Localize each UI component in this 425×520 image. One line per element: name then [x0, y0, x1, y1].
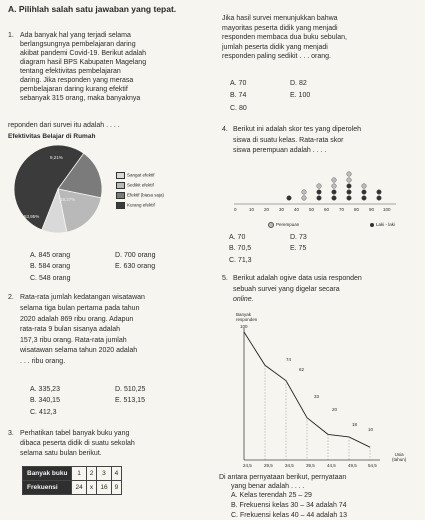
table-cell: 3	[97, 467, 111, 481]
option[interactable]: D. 82	[290, 80, 307, 87]
tick-label: 60	[324, 207, 330, 212]
option[interactable]: B. 70,5	[229, 245, 252, 252]
q2-line: Rata-rata jumlah kedatangan wisatawan	[20, 294, 145, 301]
pie-label: 53,95%	[24, 214, 40, 219]
q5-line: Berikut adalah ogive data usia responden	[233, 275, 362, 282]
dot-female	[317, 184, 322, 189]
q2-line: . . . ribu orang.	[20, 357, 66, 365]
q1-line: pembelajaran daring kurang efektif	[20, 86, 128, 93]
dot-male	[317, 196, 322, 201]
option[interactable]: B. 340,15	[30, 397, 60, 404]
q1-line: reponden dari survei itu adalah . . . .	[8, 122, 120, 129]
option[interactable]: C. Frekuensi kelas 40 – 44 adalah 13	[231, 512, 347, 519]
pie-chart	[12, 141, 202, 237]
table-row	[23, 481, 122, 495]
table-header: Frekuensi	[23, 481, 72, 495]
q1-number: 1.	[8, 32, 14, 39]
tick-label: 29,5	[264, 463, 273, 468]
q2-number: 2.	[8, 294, 14, 301]
option[interactable]: E. 513,15	[115, 397, 145, 404]
option[interactable]: E. 75	[290, 245, 307, 252]
ogive-xlabel: Usia (tahun)	[392, 452, 407, 462]
option[interactable]: D. 510,25	[115, 386, 146, 393]
tick-label: 44,5	[327, 463, 336, 468]
dot-plot-ticks	[234, 207, 414, 215]
dot-male	[362, 196, 367, 201]
section-header: A. Pilihlah salah satu jawaban yang tepat.	[8, 4, 177, 14]
dot-male	[287, 196, 292, 201]
q3-cont-line: jumlah peserta didik yang menjadi	[222, 43, 328, 51]
option[interactable]: D. 700 orang	[115, 252, 156, 259]
option[interactable]: C. 412,3	[30, 409, 57, 416]
tick-label: 34,5	[285, 463, 294, 468]
pie-label: 9,21%	[50, 155, 63, 160]
option[interactable]: A. Kelas terendah 25 – 29	[231, 492, 312, 499]
q3-cont-line: Jika hasil survei menunjukkan bahwa	[222, 15, 338, 22]
option[interactable]: A. 335,23	[30, 386, 60, 393]
table-cell: 2	[86, 467, 97, 481]
q4-text	[233, 125, 361, 155]
option[interactable]: E. 630 orang	[115, 263, 156, 270]
q5-text	[233, 274, 362, 304]
ogive-chart	[230, 326, 410, 470]
q3-cont-line: responden paling sedikit . . . orang.	[222, 53, 331, 60]
dot-female	[302, 190, 307, 195]
q3-cont-line: mayoritas peserta didik yang menjadi	[222, 24, 338, 32]
tick-label: 70	[339, 207, 345, 212]
ogive-point-label: 10	[368, 427, 374, 432]
q3-continuation	[222, 14, 422, 61]
tick-label: 100	[383, 207, 391, 212]
option[interactable]: A. 845 orang	[30, 252, 71, 259]
q2-line: selama tiga bulan pertama pada tahun	[20, 305, 140, 312]
q1-line: daring. Jika responden yang merasa	[20, 77, 134, 84]
dot-female	[302, 196, 307, 201]
dot-female	[362, 184, 367, 189]
legend-item: Sangat efektif	[116, 172, 164, 179]
ogive-point-label: 33	[314, 394, 320, 399]
q4-line: Berikut ini adalah skor tes yang diperoleh	[233, 126, 362, 133]
option[interactable]: B. Frekuensi kelas 30 – 34 adalah 74	[231, 502, 347, 509]
q5-number: 5.	[222, 275, 228, 282]
q1-line: Ada banyak hal yang terjadi selama	[20, 32, 131, 39]
dot-female	[347, 172, 352, 177]
legend-female: Perempuan	[268, 222, 299, 228]
option[interactable]: B. 74	[230, 92, 247, 99]
q4-line: siswa perempuan adalah . . . .	[233, 147, 327, 154]
q2-text	[20, 304, 210, 366]
frequency-table	[22, 466, 122, 495]
tick-label: 49,5	[348, 463, 357, 468]
q2-line: 2020 adalah 869 ribu orang. Adapun	[20, 315, 134, 323]
q5-line: online.	[233, 296, 254, 303]
pie-legend	[116, 172, 164, 209]
pie-chart-title: Efektivitas Belajar di Rumah	[8, 133, 96, 140]
table-cell: 1	[72, 467, 86, 481]
option[interactable]: A. 70	[229, 234, 246, 241]
q3-number: 3.	[8, 430, 14, 437]
option[interactable]: D. 73	[290, 234, 307, 241]
q2-line: wisatawan selama tahun 2020 adalah	[20, 347, 138, 354]
tick-label: 24,5	[243, 463, 252, 468]
q3-line: Perhatikan tabel banyak buku yang	[20, 430, 130, 437]
tick-label: 50	[309, 207, 315, 212]
tick-label: 20	[264, 207, 270, 212]
q1-line: tentang efektivitas pembelajaran	[20, 68, 121, 75]
option[interactable]: C. 80	[230, 105, 247, 112]
tick-label: 40	[294, 207, 300, 212]
q1-line: akibat pandemi Covid-19. Berikut adalah	[20, 50, 147, 57]
option[interactable]: A. 70	[230, 80, 247, 87]
dot-male	[347, 196, 352, 201]
q5-line: sebuah survei yang digelar secara	[233, 285, 340, 293]
q3-text	[20, 429, 135, 458]
tick-label: 39,5	[306, 463, 315, 468]
ogive-point-label: 74	[286, 357, 292, 362]
pie-label: 18,57%	[54, 146, 70, 151]
q1-line: sebanyak 315 orang, maka banyaknya	[20, 95, 141, 102]
q3-line: dibaca peserta didik di suatu sekolah	[20, 440, 135, 447]
dot-female	[332, 184, 337, 189]
dot-male	[362, 190, 367, 195]
ogive-xticks	[240, 463, 390, 470]
dot-male	[332, 190, 337, 195]
table-cell: 9	[111, 481, 122, 495]
tick-label: 80	[354, 207, 360, 212]
tick-label: 54,5	[368, 463, 377, 468]
ogive-ytick: 100	[240, 324, 248, 329]
legend-male: Laki - laki	[370, 222, 395, 227]
q5-follow	[219, 473, 346, 491]
legend-item: Efektif (biasa saja)	[116, 192, 164, 199]
tick-label: 30	[279, 207, 285, 212]
dot-male	[377, 190, 382, 195]
q3-line: selama satu bulan berikut.	[20, 450, 102, 457]
option[interactable]: E. 100	[290, 92, 311, 99]
q2-line: rata-rata 9 bulan sisanya adalah	[20, 326, 121, 333]
table-cell: 24	[72, 481, 86, 495]
dot-male	[332, 196, 337, 201]
tick-label: 10	[249, 207, 255, 212]
table-cell: 16	[97, 481, 111, 495]
ogive-series	[244, 332, 370, 460]
q5-follow-line: Di antara pernyataan berikut, pernyataan	[219, 474, 347, 481]
dot-male	[347, 184, 352, 189]
tick-label: 90	[369, 207, 375, 212]
dot-male	[347, 190, 352, 195]
table-cell: 4	[111, 467, 122, 481]
q4-line: siswa di suatu kelas. Rata-rata skor	[233, 136, 344, 144]
q1-line: berlangsungnya pembelajaran daring	[20, 41, 136, 48]
dot-female	[347, 178, 352, 183]
legend-item: Sedikit efektif	[116, 182, 164, 189]
tick-label: 0	[234, 207, 237, 212]
dot-male	[317, 190, 322, 195]
option[interactable]: C. 548 orang	[30, 275, 71, 282]
dot-female	[332, 178, 337, 183]
q5-options	[231, 491, 347, 520]
ogive-point-label: 62	[299, 367, 305, 372]
q4-number: 4.	[222, 126, 228, 133]
q1-text	[20, 31, 210, 103]
q2-line: 157,3 ribu orang. Rata-rata jumlah	[20, 336, 127, 344]
option[interactable]: C. 71,3	[229, 257, 252, 264]
pie-label: 18,27%	[60, 197, 76, 202]
legend-item: Kurang efektif	[116, 202, 164, 209]
q3-cont-line: responden membaca dua buku sebulan,	[222, 34, 347, 41]
q5-follow-line: yang benar adalah . . . .	[231, 483, 305, 490]
table-cell: x	[86, 481, 97, 495]
dot-plot-points	[287, 172, 382, 201]
dot-male	[377, 196, 382, 201]
ogive-point-label: 18	[352, 422, 358, 427]
ogive-point-label: 20	[332, 407, 338, 412]
table-row	[23, 467, 122, 481]
table-header: Banyak buku	[23, 467, 72, 481]
q1-line: diagram hasil BPS Kabupaten Magelang	[20, 59, 147, 66]
ogive-ylabel: Banyak responden	[236, 312, 258, 322]
option[interactable]: B. 584 orang	[30, 263, 71, 270]
